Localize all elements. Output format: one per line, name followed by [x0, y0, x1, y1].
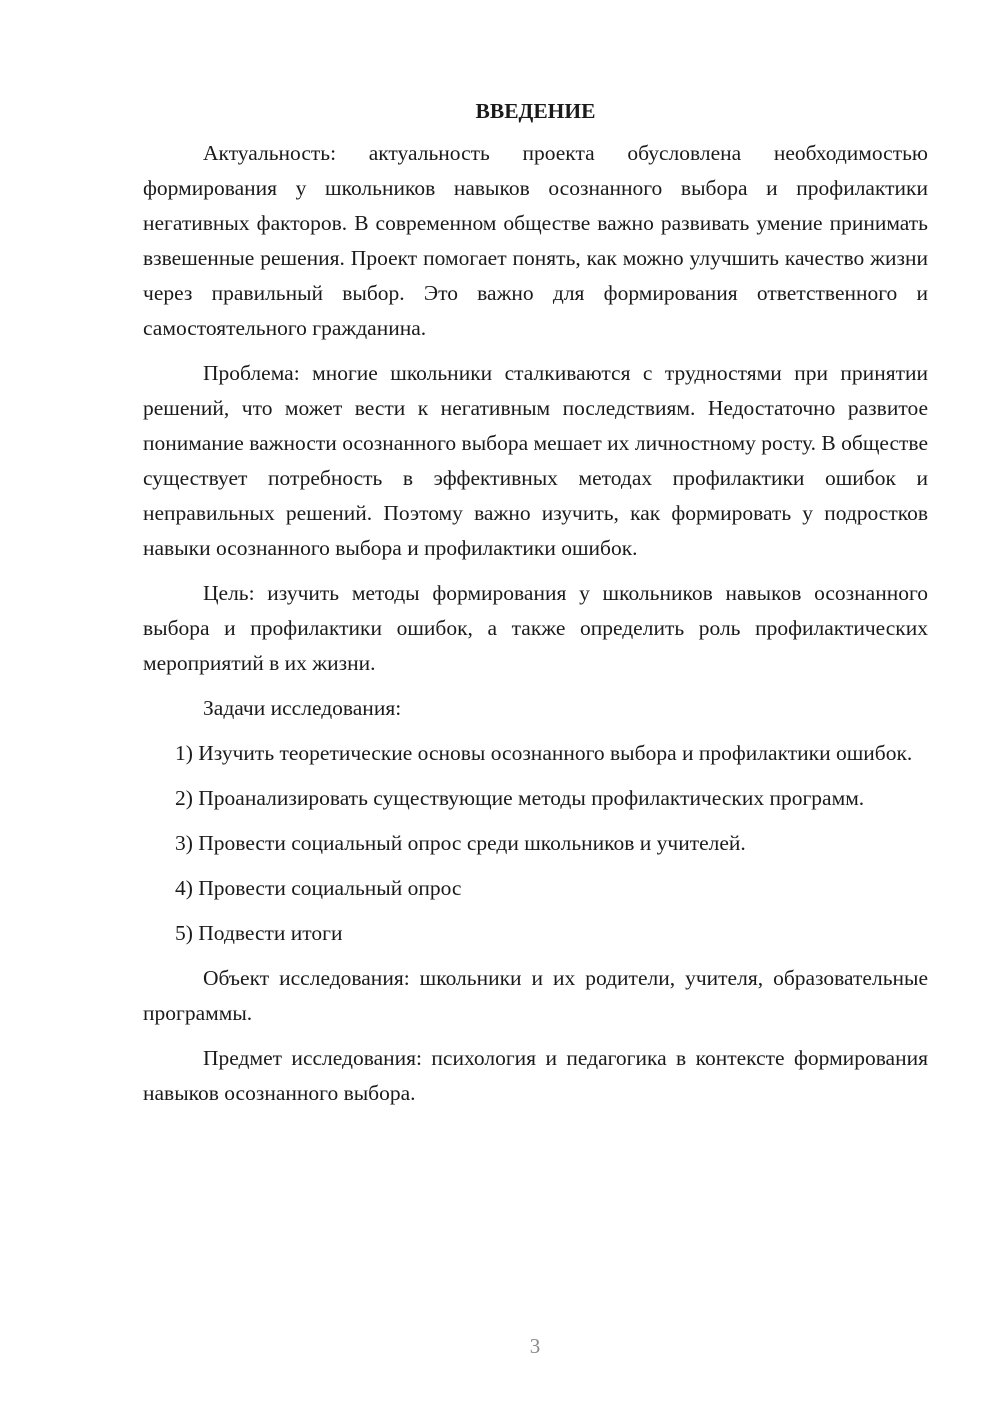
paragraph-goal: Цель: изучить методы формирования у школьников навыков осознанного выбора и профилактики ошибок, а также определить роль профилактических мероприятий в их жизни.: [143, 581, 928, 675]
page-number: 3: [529, 1334, 541, 1358]
paragraph-subject: Предмет исследования: психология и педагогика в контексте формирования навыков осознанного выбора.: [143, 1046, 928, 1105]
page-content: [143, 96, 928, 1121]
page-title: ВВЕДЕНИЕ: [475, 99, 596, 123]
task-item-5: 5) Подвести итоги: [175, 921, 343, 945]
task-item-3: 3) Провести социальный опрос среди школьников и учителей.: [175, 831, 746, 855]
task-item-1: 1) Изучить теоретические основы осознанного выбора и профилактики ошибок.: [175, 741, 913, 765]
paragraph-relevance: Актуальность: актуальность проекта обусловлена необходимостью формирования у школьников навыков осознанного выбора и профилактики негативных факторов. В современном обществе важно развивать умение принимать взвешенные решения. Проект помогает понять, как можно улучшить качество жизни через правильный выбор. Это важно для формирования ответственного и самостоятельного гражданина.: [143, 141, 928, 340]
task-item-4: 4) Провести социальный опрос: [175, 876, 462, 900]
tasks-heading: Задачи исследования:: [203, 696, 402, 720]
task-item-2: 2) Проанализировать существующие методы профилактических программ.: [175, 786, 865, 810]
paragraph-object: Объект исследования: школьники и их родители, учителя, образовательные программы.: [143, 966, 928, 1025]
paragraph-problem: Проблема: многие школьники сталкиваются с трудностями при принятии решений, что может вести к негативным последствиям. Недостаточно развитое понимание важности осознанного выбора мешает их личностному росту. В обществе существует потребность в эффективных методах профилактики ошибок и неправильных решений. Поэтому важно изучить, как формировать у подростков навыки осознанного выбора и профилактики ошибок.: [143, 361, 928, 560]
